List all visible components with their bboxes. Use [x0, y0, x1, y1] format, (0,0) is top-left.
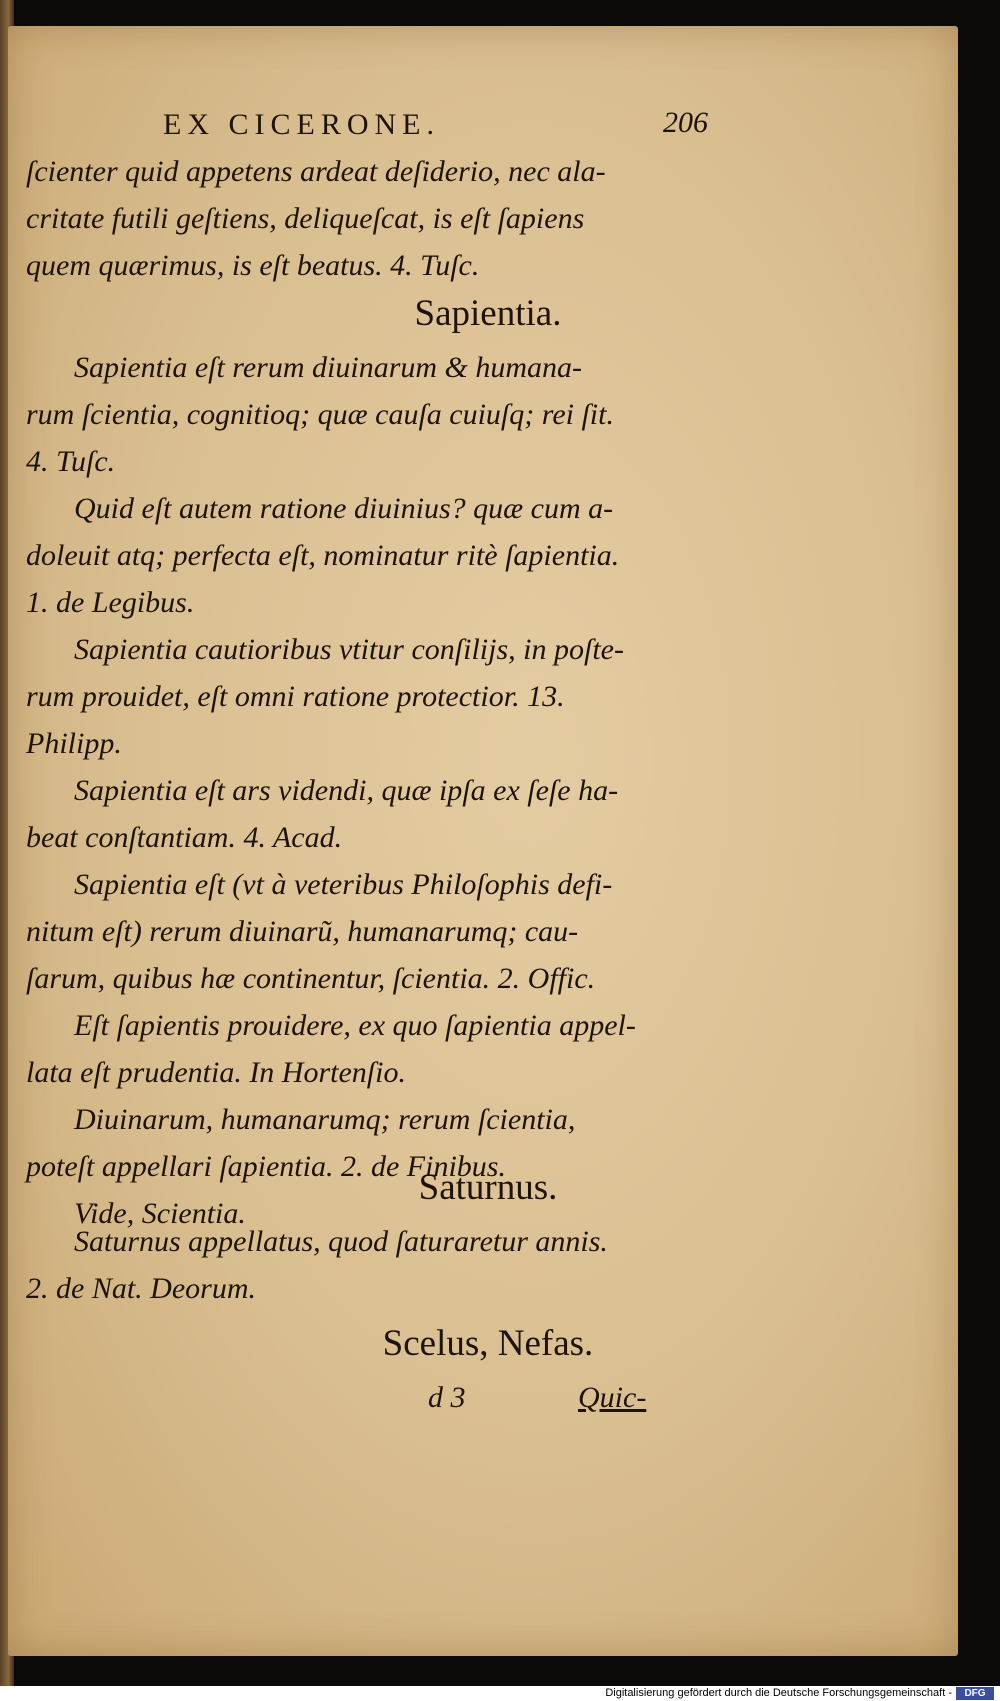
text-line: nitum eſt) rerum diuinarũ, humanarumq; cau- — [26, 915, 579, 948]
text-line: 1. de Legibus. — [26, 586, 195, 619]
section-heading-sapientia: Sapientia. — [414, 293, 562, 334]
text-line: ſcienter quid appetens ardeat deſiderio, nec ala- — [26, 155, 606, 188]
running-head: EX CICERONE. — [163, 108, 440, 141]
signature-mark: d 3 — [428, 1381, 466, 1414]
footer-credit: Digitalisierung gefördert durch die Deutsche Forschungsgemeinschaft - — [605, 1687, 952, 1699]
section-heading-scelus: Scelus, Nefas. — [382, 1323, 594, 1364]
text-line: 4. Tuſc. — [26, 445, 116, 478]
book-page — [8, 26, 958, 1656]
text-line: doleuit atq; perfecta eſt, nominatur ritè ſapientia. — [26, 539, 620, 572]
text-line: rum ſcientia, cognitioq; quæ cauſa cuiuſq; rei ſit. — [26, 398, 614, 431]
text-line: beat conſtantiam. 4. Acad. — [26, 821, 343, 854]
text-line: quem quærimus, is eſt beatus. 4. Tuſc. — [26, 249, 480, 282]
page-number: 206 — [663, 106, 708, 139]
dfg-logo: DFG — [956, 1687, 994, 1700]
text-line: Quid eſt autem ratione diuinius? quæ cum a- — [74, 492, 614, 525]
text-line: Sapientia cautioribus vtitur conſilijs, in poſte- — [74, 633, 624, 666]
text-line: Sapientia eſt (vt à veteribus Philoſophis defi- — [74, 868, 613, 901]
text-line: Diuinarum, humanarumq; rerum ſcientia, — [74, 1103, 576, 1136]
section-heading-saturnus: Saturnus. — [418, 1167, 558, 1208]
catchword: Quic- — [578, 1381, 647, 1414]
scan-top-edge — [0, 0, 1000, 26]
text-line: ſarum, quibus hæ continentur, ſcientia. 2. Offic. — [26, 962, 596, 995]
text-line: poteſt appellari ſapientia. 2. de Finibus. — [26, 1150, 506, 1183]
text-line: Eſt ſapientis prouidere, ex quo ſapientia appel- — [74, 1009, 636, 1042]
text-line: Vide, Scientia. — [74, 1197, 246, 1230]
sapientia-paragraphs — [26, 344, 726, 1237]
top-paragraph — [26, 148, 726, 289]
text-line: Philipp. — [26, 727, 122, 760]
text-line: Sapientia eſt ars videndi, quæ ipſa ex ſeſe ha- — [74, 774, 619, 807]
text-line: rum prouidet, eſt omni ratione protectior. 13. — [26, 680, 565, 713]
text-line: Saturnus appellatus, quod ſaturaretur annis. — [74, 1225, 608, 1258]
text-line: critate futili geſtiens, deliqueſcat, is eſt ſapiens — [26, 202, 585, 235]
text-line: 2. de Nat. Deorum. — [26, 1272, 256, 1305]
text-line: Sapientia eſt rerum diuinarum & humana- — [74, 351, 583, 384]
saturnus-paragraph — [26, 1218, 726, 1312]
text-line: lata eſt prudentia. In Hortenſio. — [26, 1056, 406, 1089]
